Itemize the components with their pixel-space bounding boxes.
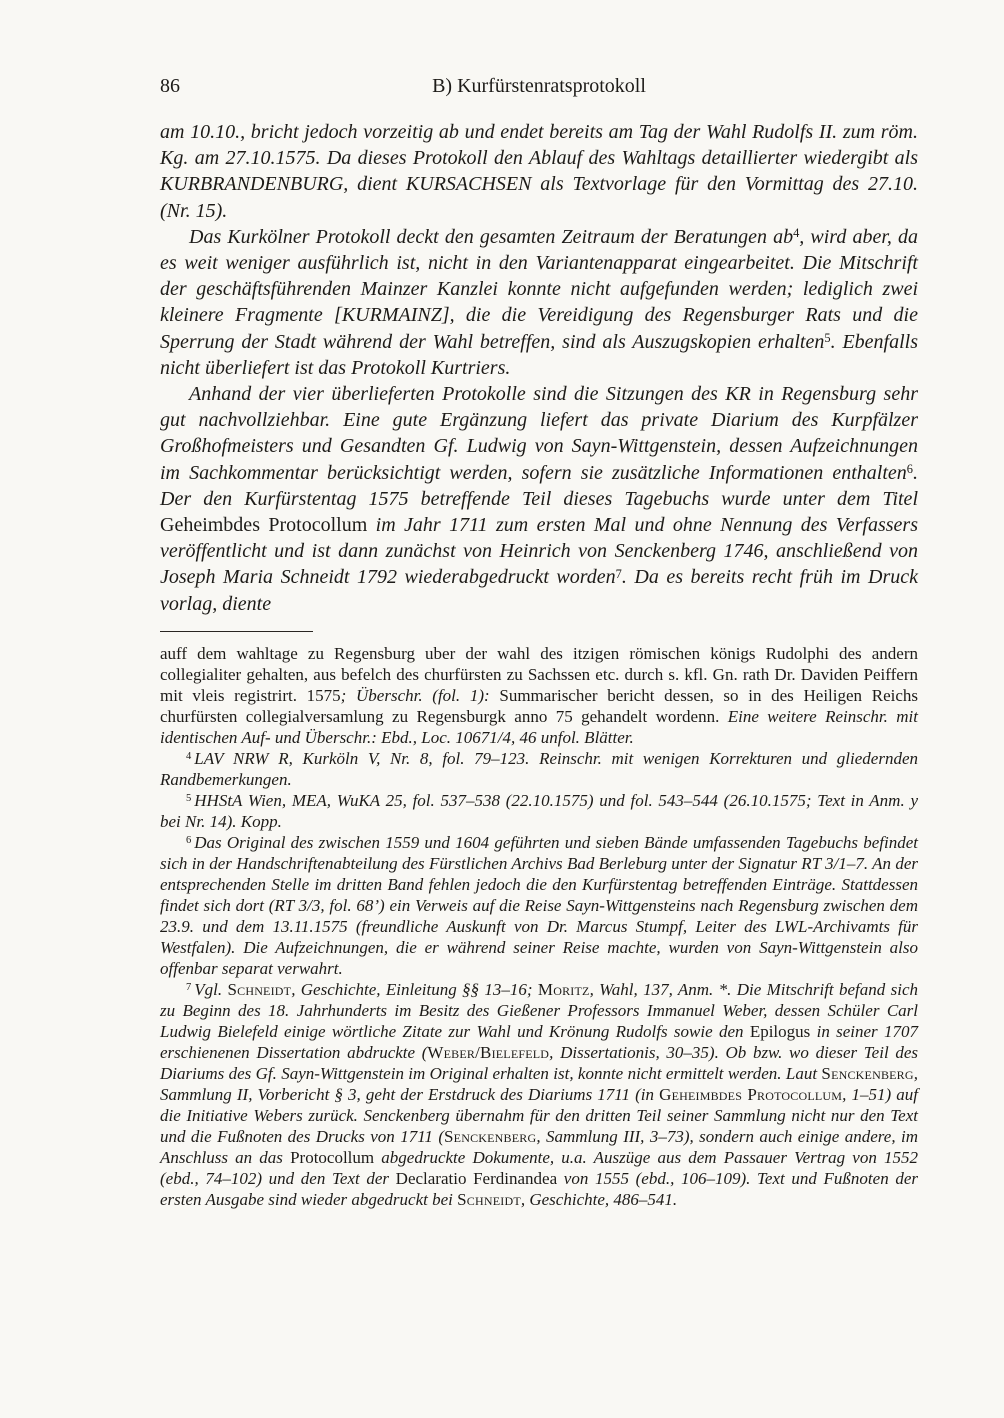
text-segment: Moritz	[537, 980, 590, 999]
footnote-ref: 6	[906, 462, 913, 477]
body-text	[160, 119, 918, 617]
footnote-ref: 4	[793, 226, 800, 241]
text-segment: von 1555 (ebd., 106–109). Text und Fußnoten der ersten Ausgabe sind wieder abgedruckt bei	[160, 1169, 919, 1209]
text-segment: ; Überschr. (fol. 1):	[340, 686, 500, 705]
page-number: 86	[160, 75, 180, 97]
footnotes	[160, 643, 918, 1210]
text-segment: in seiner 1707 erschienenen Dissertation abdruckte (	[160, 1022, 918, 1062]
text-segment: Das Original des zwischen 1559 und 1604 geführten und sieben Bände umfassenden Tagebuchs befindet sich in der Handschriftenabteilung des Fürstlichen Archivs Bad Berleburg unter der Signatur RT 3/1–7. An der entsprechenden Stelle im dritten Band fehlen jedoch die den Kurfürstentag betreffenden Einträge. Stattdessen findet sich dort (RT 3/3, fol. 68’) ein Verweis auf die Reise Sayn-Wittgensteins nach Regensburg zwischen dem 23.9. und dem 13.11.1575 (freundliche Auskunft von Dr. Marcus Stumpf, Leiter des LWL-Archivamts für Westfalen). Die Aufzeichnungen, die er während seiner Reise machte, wurden von Sayn-Wittgenstein also offenbar separat verwahrt.	[160, 833, 918, 978]
text-segment: , Wahl, 137, Anm. *. Die Mitschrift befand sich zu Beginn des 18. Jahrhunderts im Besitz des Gießener Professors Immanuel Weber, dessen Schüler Carl Ludwig Bielefeld einige wörtliche Zitate zur Wahl und Krönung Rudolfs sowie den	[160, 980, 918, 1041]
text-segment: Epilogus	[749, 1022, 811, 1041]
text-segment: am 10.10., bricht jedoch vorzeitig ab und endet bereits am Tag der Wahl Rudolfs II. zum röm. Kg. am 27.10.1575. Da dieses Protokoll den Ablauf des Wahltags detaillierter wiedergibt als KURBRANDENBURG, dient KURSACHSEN als Textvorlage für den Vormittag des 27.10. (Nr. 15).	[160, 121, 918, 222]
footnote-ref: 7	[615, 566, 622, 581]
footnote-5	[160, 790, 918, 832]
text-segment: Geheimbdes Protocollum	[659, 1085, 843, 1104]
footnote-4	[160, 748, 918, 790]
running-title: B) Kurfürstenratsprotokoll	[432, 75, 646, 97]
text-segment: , Geschichte, Einleitung §§ 13–16;	[291, 980, 538, 999]
text-segment: Senckenberg	[821, 1064, 914, 1083]
text-segment: im Jahr 1711 zum ersten Mal und ohne Nennung des Verfassers veröffentlicht und ist dann zunächst von Heinrich von Senckenberg 1746, anschließend von Joseph Maria Schneidt 1792 wiederabgedruckt worden	[160, 514, 918, 589]
text-segment: , Geschichte, 486–541.	[520, 1190, 678, 1209]
text-segment: Protocollum	[290, 1148, 375, 1167]
footnote-separator	[160, 631, 313, 632]
body-paragraph	[160, 381, 918, 617]
text-segment: HHStA Wien, MEA, WuKA 25, fol. 537–538 (22.10.1575) und fol. 543–544 (26.10.1575; Text in Anm. y bei Nr. 14). Kopp.	[160, 791, 918, 831]
text-segment: . Der den Kurfürstentag 1575 betreffende Teil dieses Tagebuchs wurde unter dem Titel	[160, 461, 918, 510]
text-segment: LAV NRW R, Kurköln V, Nr. 8, fol. 79–123. Reinschr. mit wenigen Korrekturen und gliedernden Randbemerkungen.	[160, 749, 918, 789]
footnote-number: 7	[186, 982, 192, 994]
footnote-continuation	[160, 643, 918, 748]
footnote-7	[160, 979, 918, 1210]
text-segment: , 1–51) auf die Initiative Webers zurück. Senckenberg übernahm für den dritten Teil seiner Sammlung nicht nur den Text und die Fußnoten des Drucks von 1711 (	[160, 1085, 919, 1146]
text-segment: abgedruckte Dokumente, u.a. Auszüge aus dem Passauer Vertrag von 1552 (ebd., 74–102) und den Text der	[160, 1148, 918, 1188]
text-segment: Das Kurkölner Protokoll deckt den gesamten Zeitraum der Beratungen ab	[189, 225, 794, 248]
footnote-6	[160, 832, 918, 979]
text-segment: , Sammlung II, Vorbericht § 3, geht der Erstdruck des Diariums 1711 (in	[160, 1064, 918, 1104]
text-segment: . Da es bereits recht früh im Druck vorlag, diente	[160, 566, 918, 615]
running-head	[160, 74, 918, 99]
text-segment: Eine weitere Reinschr. mit identischen Auf- und Überschr.: Ebd., Loc. 10671/4, 46 unfol. Blätter.	[160, 707, 919, 747]
text-segment: auff dem wahltage zu Regensburg uber der wahl des itzigen römischen königs Rudolphi des andern collegialiter gehalten, aus befelch des churfürsten zu Sachssen etc. durch s. kfl. Gn. rath Dr. Daviden Peiffern mit vleis registrirt. 1575	[160, 644, 918, 705]
text-segment: Summarischer bericht dessen, so in des Heiligen Reichs churfürsten collegialversamlung zu Regensburgk anno 75 gehandelt wordenn.	[160, 686, 918, 726]
text-segment: Vgl.	[194, 980, 228, 999]
footnote-number: 4	[186, 751, 192, 763]
text-segment: Senckenberg	[444, 1127, 537, 1146]
text-segment: Geheimbdes Protocollum	[160, 514, 368, 537]
text-segment: Schneidt	[227, 980, 292, 999]
text-segment: Schneidt	[457, 1190, 521, 1209]
text-segment: , Dissertationis, 30–35). Ob bzw. wo dieser Teil des Diariums des Gf. Sayn-Wittgenstein im Original erhalten ist, konnte nicht ermittelt werden. Laut	[160, 1043, 918, 1083]
text-segment: Declaratio Ferdinandea	[395, 1169, 558, 1188]
text-segment: , Sammlung III, 3–73), sondern auch einige andere, im Anschluss an das	[160, 1127, 918, 1167]
footnote-ref: 5	[824, 331, 831, 346]
text-segment: Anhand der vier überlieferten Protokolle sind die Sitzungen des KR in Regensburg sehr gut nachvollziehbar. Eine gute Ergänzung liefert das private Diarium des Kurpfälzer Großhofmeisters und Gesandten Gf. Ludwig von Sayn-Wittgenstein, dessen Aufzeichnungen im Sachkommentar berücksichtigt werden, sofern sie zusätzliche Informationen enthalten	[160, 383, 918, 484]
text-segment: Weber/Bielefeld	[427, 1043, 550, 1062]
text-segment: , wird aber, da es weit weniger ausführlich ist, nicht in den Variantenapparat eingearbeitet. Die Mitschrift der geschäftsführenden Mainzer Kanzlei konnte nicht aufgefunden werden; lediglich zwei kleinere Fragmente [KURMAINZ], die die Vereidigung des Regensburger Rats und die Sperrung der Stadt während der Wahl betreffen, sind als Auszugskopien erhalten	[160, 225, 918, 353]
body-paragraph	[160, 224, 918, 381]
text-segment: . Ebenfalls nicht überliefert ist das Protokoll Kurtriers.	[160, 330, 919, 379]
body-paragraph	[160, 119, 918, 224]
footnote-number: 5	[186, 793, 192, 805]
footnote-number: 6	[186, 835, 192, 847]
